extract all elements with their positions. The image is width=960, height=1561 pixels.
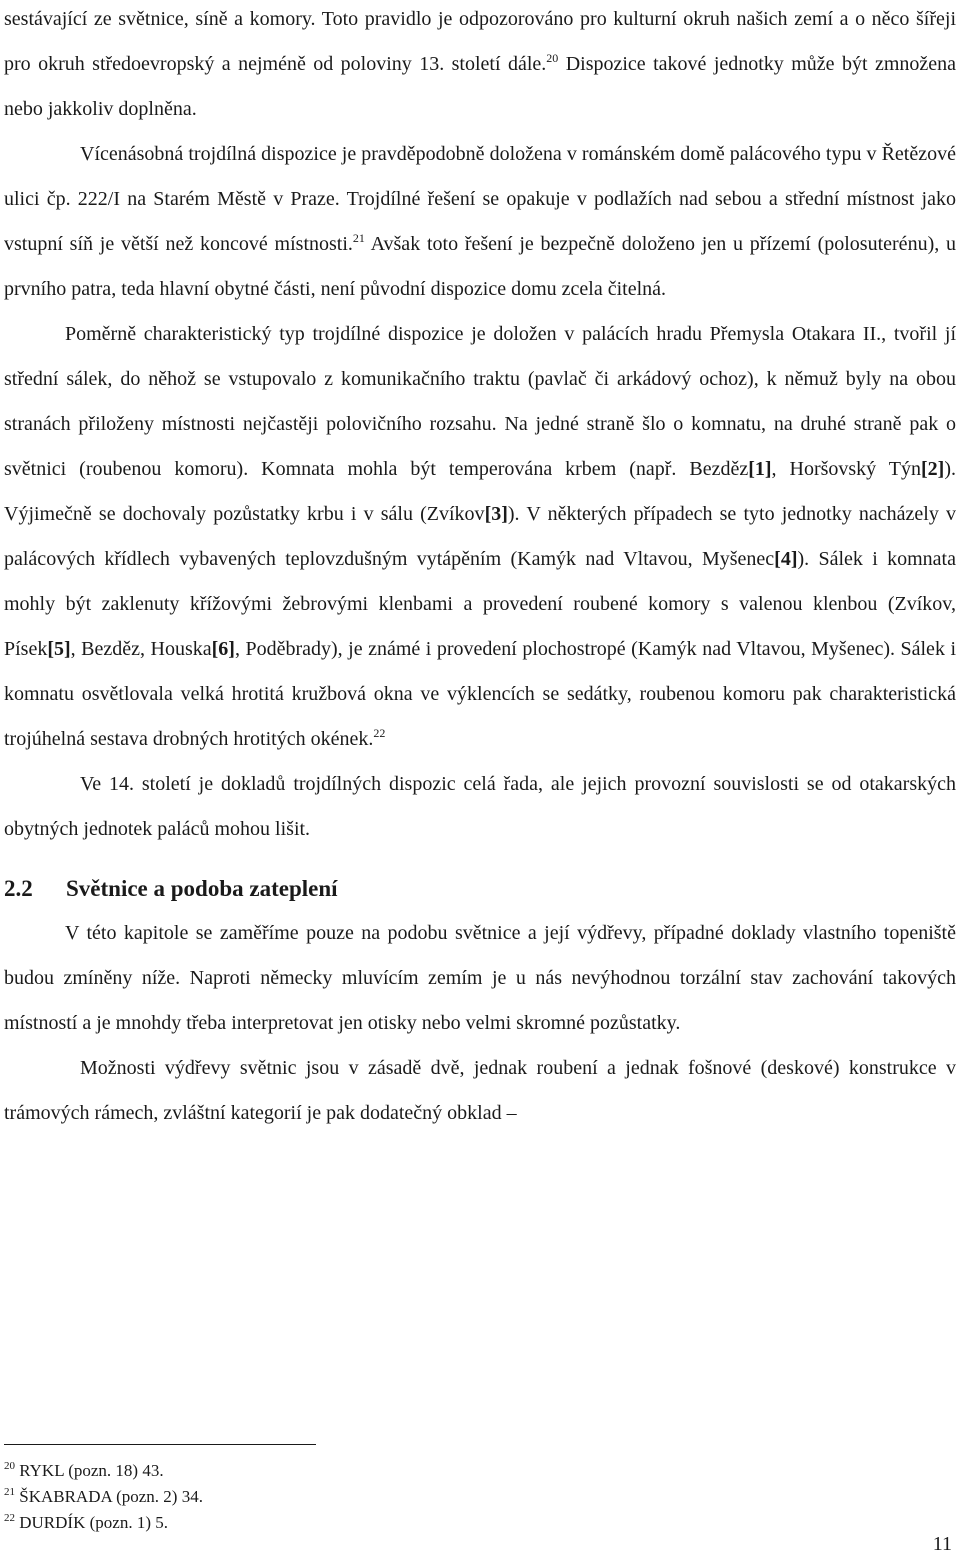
footnote-marker-22: 22 — [373, 726, 386, 740]
footnote-20 — [4, 1458, 203, 1484]
footnote-separator — [4, 1444, 316, 1445]
paragraph-2-text-cont: Avšak toto řešení je bezpečně doloženo jen u přízemí (polosuterénu), u prvního patra, teda hlavní obytné části, není původní dispozice domu zcela čitelná. — [4, 233, 956, 300]
paragraph-1-text: sestávající ze světnice, síně a komory. Toto pravidlo je odpozorováno pro kulturní okruh našich zemí a o něco šířeji pro okruh středoevropský a nejméně od poloviny 13. století dále. — [4, 8, 956, 75]
body-text — [4, 0, 956, 1136]
paragraph-3-text-d: ). V některých případech se tyto jednotky nacházely v palácových křídlech vybavených teplovzdušným vytápěním (Kamýk nad Vltavou, Myšenec — [4, 503, 956, 570]
footnote-text: ŠKABRADA (pozn. 2) 34. — [19, 1487, 203, 1506]
paragraph-3 — [4, 312, 956, 762]
reference-link-6[interactable]: [6] — [211, 638, 235, 660]
reference-link-4[interactable]: [4] — [774, 548, 798, 570]
footnote-number: 20 — [4, 1460, 15, 1472]
paragraph-3-text-c: ). Výjimečně se dochovaly pozůstatky krbu i v sálu (Zvíkov — [4, 458, 956, 525]
paragraph-3-text-f: , Bezděz, Houska — [70, 638, 212, 660]
paragraph-2 — [4, 132, 956, 312]
footnote-text: DURDÍK (pozn. 1) 5. — [19, 1513, 168, 1532]
footnote-marker-21: 21 — [352, 231, 365, 245]
paragraph-3-text-g: , Poděbrady), je známé i provedení plochostropé (Kamýk nad Vltavou, Myšenec). Sálek i komnatu osvětlovala velká hrotitá kružbová okna ve výklencích se sedátky, roubenou komoru pak charakteristická trojúhelná sestava drobných hrotitých okének. — [4, 638, 956, 750]
footnotes — [4, 1458, 203, 1536]
reference-link-2[interactable]: [2] — [921, 458, 945, 480]
paragraph-3-text-e: ). Sálek i komnata mohly být zaklenuty křížovými žebrovými klenbami a provedení roubené komory s valenou klenbou (Zvíkov, Písek — [4, 548, 956, 660]
paragraph-4: Ve 14. století je dokladů trojdílných dispozic celá řada, ale jejich provozní souvislosti se od otakarských obytných jednotek paláců mohou lišit. — [4, 773, 956, 840]
footnote-number: 21 — [4, 1486, 15, 1498]
page-number: 11 — [932, 1533, 952, 1555]
section-title: Světnice a podoba zateplení — [66, 876, 338, 901]
footnote-22 — [4, 1510, 203, 1536]
paragraph-3-text: Poměrně charakteristický typ trojdílné dispozice je doložen v palácích hradu Přemysla Otakara II., tvořil jí střední sálek, do něhož se vstupovalo z komunikačního traktu (pavlač či arkádový ochoz), k němuž byly na obou stranách přiloženy místnosti nejčastěji polovičního rozsahu. Na jedné straně šlo o komnatu, na druhé straně pak o světnici (roubenou komoru). Komnata mohla být temperována krbem (např. Bezděz — [4, 323, 956, 480]
reference-link-3[interactable]: [3] — [484, 503, 508, 525]
footnote-text: RYKL (pozn. 18) 43. — [19, 1461, 164, 1480]
paragraph-6: Možnosti výdřevy světnic jsou v zásadě dvě, jednak roubení a jednak fošnové (deskové) konstrukce v trámových rámech, zvláštní kategorií je pak dodatečný obklad – — [4, 1057, 956, 1124]
reference-link-5[interactable]: [5] — [47, 638, 71, 660]
reference-link-1[interactable]: [1] — [748, 458, 772, 480]
paragraph-2-text: Vícenásobná trojdílná dispozice je pravděpodobně doložena v románském domě palácového typu v Řetězové ulici čp. 222/I na Starém Městě v Praze. Trojdílné řešení se opakuje v podlažích nad sebou a střední místnost jako vstupní síň je větší než koncové místnosti. — [4, 143, 956, 255]
paragraph-1-text-cont: Dispozice takové jednotky může být zmnožena nebo jakkoliv doplněna. — [4, 53, 957, 120]
section-number: 2.2 — [4, 876, 33, 901]
footnote-number: 22 — [4, 1512, 15, 1524]
paragraph-1 — [4, 0, 956, 132]
footnote-marker-20: 20 — [546, 51, 559, 65]
section-heading — [4, 866, 956, 911]
paragraph-5: V této kapitole se zaměříme pouze na podobu světnice a její výdřevy, případné doklady vlastního topeniště budou zmíněny níže. Naproti německy mluvícím zemím je u nás nevýhodnou torzální stav zachování takových místností a je mnohdy třeba interpretovat jen otisky nebo velmi skromné pozůstatky. — [4, 922, 956, 1034]
footnote-21 — [4, 1484, 203, 1510]
paragraph-3-text-b: , Horšovský Týn — [771, 458, 921, 480]
